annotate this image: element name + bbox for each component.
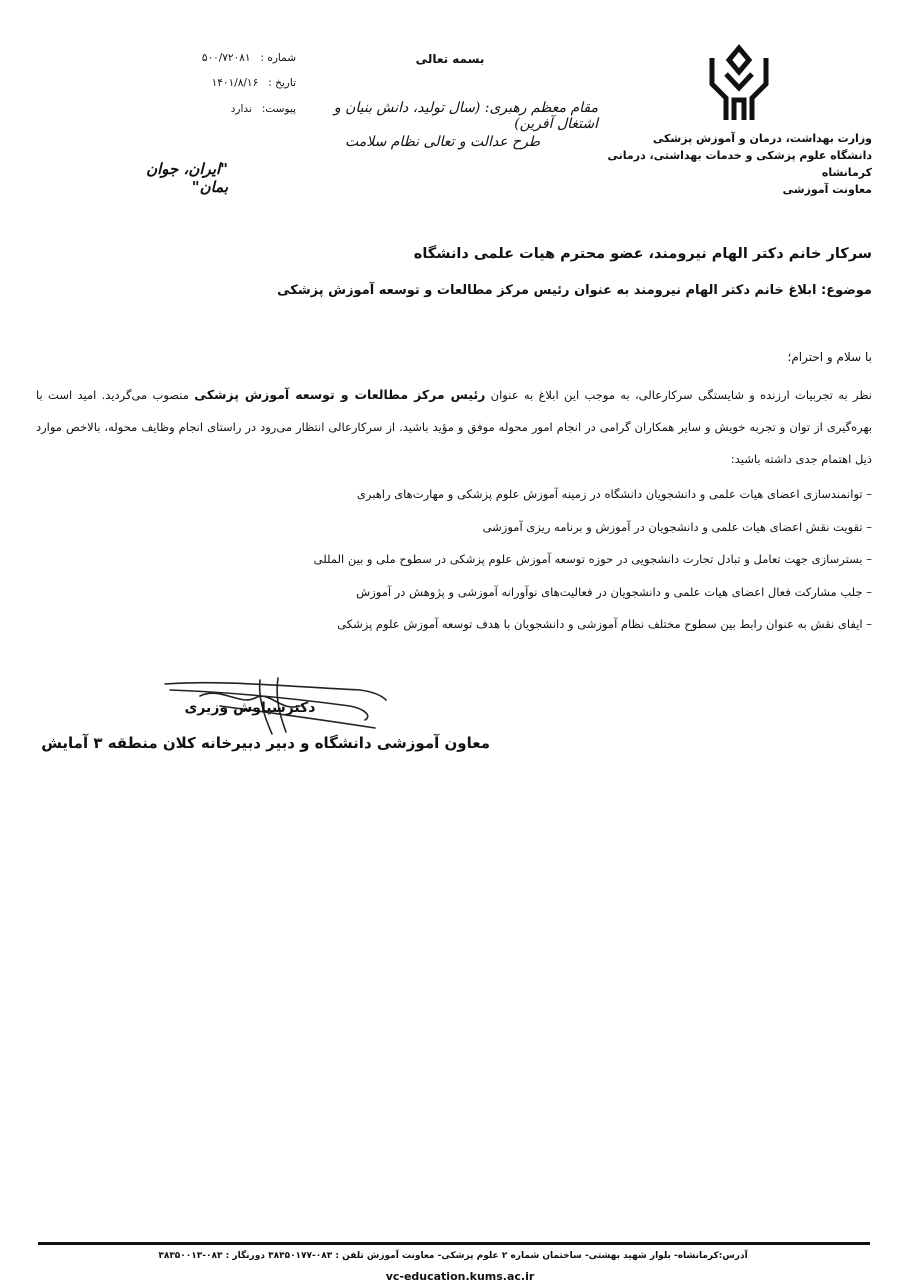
leader-motto: مقام معظم رهبری: (سال تولید، دانش بنیان و اشتغال آفرین) <box>333 100 598 132</box>
attachment-label: پیوست: <box>261 103 296 115</box>
date-label: تاریخ : <box>268 77 296 89</box>
date-value: ۱۴۰۱/۸/۱۶ <box>211 77 259 89</box>
organization-block <box>600 130 872 198</box>
org-university: دانشگاه علوم پزشکی و خدمات بهداشتی، درمانی کرمانشاه <box>607 149 872 179</box>
list-item: – توانمندسازی اعضای هیات علمی و دانشجویان دانشگاه در زمینه آموزش علوم پزشکی و مهارت‌های راهبری <box>356 487 872 501</box>
list-item: – تقویت نقش اعضای هیات علمی و دانشجویان در آموزش و برنامه ریزی آموزشی <box>482 519 872 534</box>
letter-number <box>178 52 296 64</box>
signatory-name: دکترسیاوش وزیری <box>184 700 316 716</box>
attachment-value: ندارد <box>230 103 252 115</box>
footer-address: آدرس:کرمانشاه- بلوار شهید بهشتی- ساختمان شماره ۲ علوم پزشکی- معاونت آموزش تلفن : ۰۸۳-۳۸۳۵۰۱۷۷ دورنگار : ۰۸۳-۳۸۳۵۰۰۱۳ <box>158 1251 748 1261</box>
subject-line: موضوع: ابلاغ خانم دکتر الهام نیرومند به عنوان رئیس مرکز مطالعات و توسعه آموزش پزشکی <box>277 283 872 298</box>
letter-date <box>178 77 296 89</box>
slogan: "ایران، جوان بمان" <box>146 160 228 196</box>
greeting: با سلام و احترام؛ <box>787 350 872 364</box>
org-department: معاونت آموزشی <box>782 183 872 196</box>
org-ministry: وزارت بهداشت، درمان و آموزش پزشکی <box>652 132 872 145</box>
para-highlight: رئیس مرکز مطالعات و توسعه آموزش پزشکی <box>194 387 486 402</box>
main-paragraph <box>36 379 872 475</box>
para-text-end: منصوب می‌گردید. امید است با بهره‌گیری از توان و تجربه خویش و سایر همکاران گرامی در انجام امور محوله موفق و مؤید باشید. از سرکارعالی انتظار می‌رود در راستای انجام وظایف محوله، بالاخص موارد ذیل اهتمام جدی داشته باشید: <box>36 388 872 466</box>
university-emblem-icon <box>706 44 772 124</box>
recipient-line: سرکار خانم دکتر الهام نیرومند، عضو محترم هیات علمی دانشگاه <box>413 246 872 262</box>
number-label: شماره : <box>260 52 296 64</box>
list-item: – جلب مشارکت فعال اعضای هیات علمی و دانشجویان در فعالیت‌های نوآورانه آموزشی و پژوهش در آموزش <box>356 584 872 599</box>
duties-list <box>32 478 872 641</box>
health-plan-motto: طرح عدالت و تعالی نظام سلامت <box>344 134 540 150</box>
list-item: – ایفای نقش به عنوان رابط بین سطوح مختلف نظام آموزشی و دانشجویان با هدف توسعه آموزش علوم پزشکی <box>337 617 872 631</box>
basmala: بسمه تعالی <box>415 52 485 66</box>
signatory-title: معاون آموزشی دانشگاه و دبیر دبیرخانه کلان منطقه ۳ آمایش <box>41 734 490 752</box>
footer-website: vc-education.kums.ac.ir <box>385 1270 535 1283</box>
number-value: ۵۰۰/۷۲۰۸۱ <box>201 52 251 64</box>
letter-attachment <box>178 103 296 115</box>
para-text-start: نظر به تجربیات ارزنده و شایستگی سرکارعالی، به موجب این ابلاغ به عنوان <box>485 388 872 402</box>
footer-divider <box>38 1242 870 1245</box>
list-item: – بسترسازی جهت تعامل و تبادل تجارت دانشجویی در حوزه توسعه آموزش علوم پزشکی در سطوح ملی و بین المللی <box>313 552 872 566</box>
